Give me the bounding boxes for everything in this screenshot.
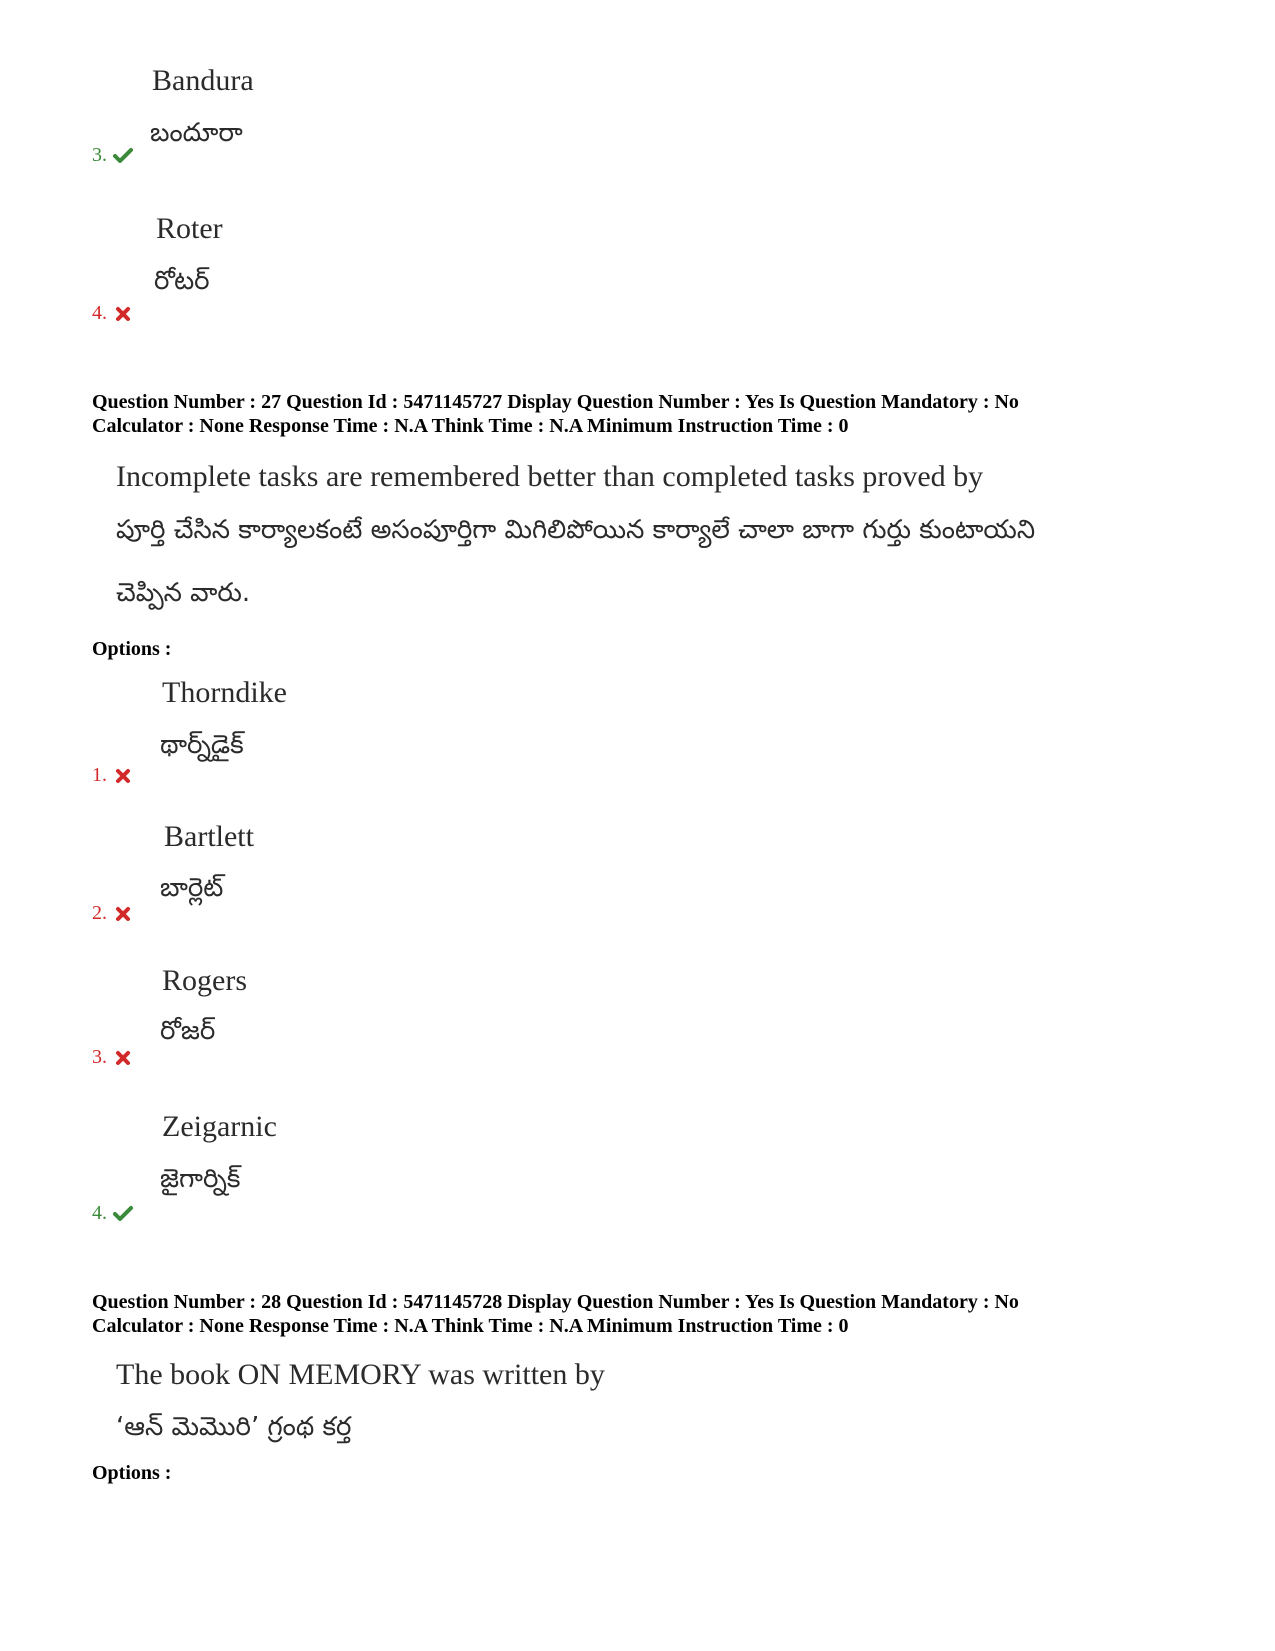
option-text-te: బందూరా bbox=[150, 118, 243, 148]
option-text-te: రోటర్ bbox=[154, 266, 210, 296]
option-number-wrong bbox=[92, 302, 133, 325]
option-text-en: Roter bbox=[156, 212, 223, 245]
option-number-wrong bbox=[92, 764, 133, 787]
option-number: 2. bbox=[92, 902, 107, 924]
option-text-en: Bandura bbox=[152, 64, 254, 97]
option-number: 3. bbox=[92, 1046, 107, 1068]
option-text-te: జైగార్నిక్ bbox=[160, 1164, 241, 1194]
question-text-en: The book ON MEMORY was written by bbox=[116, 1358, 605, 1391]
option-number: 1. bbox=[92, 764, 107, 786]
question-meta-line1: Question Number : 28 Question Id : 5471145728 Display Question Number : Yes Is Question Mandatory : No bbox=[92, 1291, 1019, 1313]
option-text-te: థార్న్‌డైక్ bbox=[160, 730, 244, 760]
option-text-te: రోజర్ bbox=[160, 1016, 216, 1046]
option-text-en: Zeigarnic bbox=[162, 1110, 277, 1143]
cross-icon bbox=[113, 305, 133, 323]
option-number-correct bbox=[92, 144, 133, 167]
question-text-te: పూర్తి చేసిన కార్యాలకంటే అసంపూర్తిగా మిగిలిపోయిన కార్యాలే చాలా బాగా గుర్తు కుంటాయని bbox=[116, 515, 1036, 545]
option-number: 4. bbox=[92, 1202, 107, 1224]
question-text-te-cont: చెప్పిన వారు. bbox=[116, 578, 251, 608]
question-meta-line2: Calculator : None Response Time : N.A Think Time : N.A Minimum Instruction Time : 0 bbox=[92, 1315, 849, 1337]
cross-icon bbox=[113, 767, 133, 785]
option-text-en: Thorndike bbox=[162, 676, 287, 709]
option-number-wrong bbox=[92, 902, 133, 925]
option-number-correct bbox=[92, 1202, 133, 1225]
question-meta-line1: Question Number : 27 Question Id : 5471145727 Display Question Number : Yes Is Question Mandatory : No bbox=[92, 391, 1019, 413]
option-text-en: Rogers bbox=[162, 964, 247, 997]
question-text-te: ‘ఆన్ మెమొరి’ గ్రంథ కర్త bbox=[116, 1412, 352, 1442]
option-text-te: బార్లెట్ bbox=[160, 873, 224, 903]
option-text-en: Bartlett bbox=[164, 820, 254, 853]
question-meta-line2: Calculator : None Response Time : N.A Think Time : N.A Minimum Instruction Time : 0 bbox=[92, 415, 849, 437]
option-number: 4. bbox=[92, 302, 107, 324]
option-number-wrong bbox=[92, 1046, 133, 1069]
options-label: Options : bbox=[92, 1462, 172, 1484]
question-text-en: Incomplete tasks are remembered better than completed tasks proved by bbox=[116, 460, 984, 493]
cross-icon bbox=[113, 1049, 133, 1067]
check-icon bbox=[113, 147, 133, 165]
check-icon bbox=[113, 1205, 133, 1223]
cross-icon bbox=[113, 905, 133, 923]
options-label: Options : bbox=[92, 638, 172, 660]
option-number: 3. bbox=[92, 144, 107, 166]
